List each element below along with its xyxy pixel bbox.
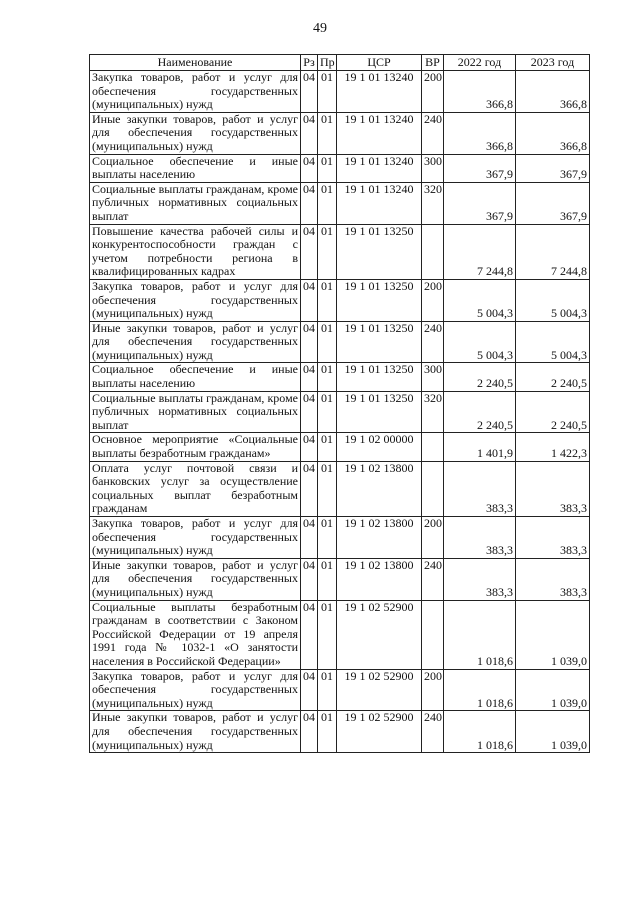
row-vr: 200 bbox=[422, 279, 444, 321]
row-amount-2022: 367,9 bbox=[444, 154, 516, 182]
row-amount-2022: 383,3 bbox=[444, 517, 516, 559]
row-name: Иные закупки товаров, работ и услуг для обеспечения государственных (муниципальных) нужд bbox=[90, 558, 301, 600]
row-csr: 19 1 02 13800 bbox=[337, 558, 422, 600]
row-rz: 04 bbox=[301, 711, 318, 753]
row-vr: 240 bbox=[422, 558, 444, 600]
row-rz: 04 bbox=[301, 363, 318, 391]
table-row bbox=[90, 433, 590, 461]
table-row bbox=[90, 224, 590, 279]
row-amount-2022: 1 018,6 bbox=[444, 669, 516, 711]
table-row bbox=[90, 154, 590, 182]
row-vr: 200 bbox=[422, 517, 444, 559]
table-row bbox=[90, 112, 590, 154]
header-2022: 2022 год bbox=[444, 55, 516, 71]
budget-table bbox=[89, 54, 590, 753]
header-name: Наименование bbox=[90, 55, 301, 71]
row-name: Иные закупки товаров, работ и услуг для обеспечения государственных (муниципальных) нужд bbox=[90, 112, 301, 154]
row-csr: 19 1 01 13240 bbox=[337, 112, 422, 154]
row-csr: 19 1 02 52900 bbox=[337, 669, 422, 711]
row-rz: 04 bbox=[301, 517, 318, 559]
row-amount-2023: 1 039,0 bbox=[516, 669, 590, 711]
row-amount-2023: 7 244,8 bbox=[516, 224, 590, 279]
row-name: Закупка товаров, работ и услуг для обеспечения государственных (муниципальных) нужд bbox=[90, 71, 301, 113]
row-csr: 19 1 01 13240 bbox=[337, 154, 422, 182]
row-vr bbox=[422, 433, 444, 461]
row-pr: 01 bbox=[318, 461, 337, 516]
row-vr: 320 bbox=[422, 391, 444, 433]
row-vr bbox=[422, 224, 444, 279]
row-csr: 19 1 01 13240 bbox=[337, 182, 422, 224]
row-name: Оплата услуг почтовой связи и банковских услуг за осуществление социальных выплат безработным гражданам bbox=[90, 461, 301, 516]
row-name: Основное мероприятие «Социальные выплаты безработным гражданам» bbox=[90, 433, 301, 461]
row-pr: 01 bbox=[318, 711, 337, 753]
row-amount-2023: 1 039,0 bbox=[516, 711, 590, 753]
row-name: Закупка товаров, работ и услуг для обеспечения государственных (муниципальных) нужд bbox=[90, 279, 301, 321]
header-rz: Рз bbox=[301, 55, 318, 71]
row-amount-2022: 2 240,5 bbox=[444, 391, 516, 433]
table-row bbox=[90, 363, 590, 391]
row-amount-2022: 7 244,8 bbox=[444, 224, 516, 279]
row-vr: 320 bbox=[422, 182, 444, 224]
row-pr: 01 bbox=[318, 433, 337, 461]
row-amount-2023: 367,9 bbox=[516, 182, 590, 224]
table-row bbox=[90, 461, 590, 516]
table-row bbox=[90, 517, 590, 559]
row-rz: 04 bbox=[301, 321, 318, 363]
row-vr: 300 bbox=[422, 154, 444, 182]
row-name: Социальные выплаты безработным гражданам в соответствии с Законом Российской Федерации от 19 апреля 1991 года № 1032-1 «О занятости населения в Российской Федерации» bbox=[90, 600, 301, 669]
table-row bbox=[90, 279, 590, 321]
row-name: Закупка товаров, работ и услуг для обеспечения государственных (муниципальных) нужд bbox=[90, 669, 301, 711]
row-csr: 19 1 01 13250 bbox=[337, 321, 422, 363]
table-row bbox=[90, 391, 590, 433]
row-name: Социальное обеспечение и иные выплаты населению bbox=[90, 363, 301, 391]
row-amount-2023: 367,9 bbox=[516, 154, 590, 182]
row-pr: 01 bbox=[318, 558, 337, 600]
row-amount-2022: 1 018,6 bbox=[444, 600, 516, 669]
row-rz: 04 bbox=[301, 433, 318, 461]
row-csr: 19 1 02 52900 bbox=[337, 600, 422, 669]
table-row bbox=[90, 558, 590, 600]
header-pr: Пр bbox=[318, 55, 337, 71]
row-vr: 240 bbox=[422, 112, 444, 154]
row-name: Повышение качества рабочей силы и конкурентоспособности граждан с учетом потребности региона в квалифицированных кадрах bbox=[90, 224, 301, 279]
row-csr: 19 1 01 13250 bbox=[337, 279, 422, 321]
row-vr: 300 bbox=[422, 363, 444, 391]
row-pr: 01 bbox=[318, 154, 337, 182]
table-row bbox=[90, 71, 590, 113]
row-csr: 19 1 01 13250 bbox=[337, 391, 422, 433]
table-row bbox=[90, 182, 590, 224]
row-amount-2022: 5 004,3 bbox=[444, 279, 516, 321]
row-amount-2022: 383,3 bbox=[444, 461, 516, 516]
row-amount-2023: 383,3 bbox=[516, 517, 590, 559]
row-csr: 19 1 02 13800 bbox=[337, 461, 422, 516]
header-2023: 2023 год bbox=[516, 55, 590, 71]
header-row bbox=[90, 55, 590, 71]
row-rz: 04 bbox=[301, 154, 318, 182]
row-csr: 19 1 02 13800 bbox=[337, 517, 422, 559]
row-csr: 19 1 01 13250 bbox=[337, 224, 422, 279]
row-csr: 19 1 01 13240 bbox=[337, 71, 422, 113]
row-name: Социальное обеспечение и иные выплаты населению bbox=[90, 154, 301, 182]
row-amount-2023: 366,8 bbox=[516, 71, 590, 113]
row-rz: 04 bbox=[301, 391, 318, 433]
row-amount-2023: 1 039,0 bbox=[516, 600, 590, 669]
row-rz: 04 bbox=[301, 71, 318, 113]
row-vr bbox=[422, 600, 444, 669]
row-amount-2022: 366,8 bbox=[444, 71, 516, 113]
row-amount-2022: 1 018,6 bbox=[444, 711, 516, 753]
row-amount-2023: 1 422,3 bbox=[516, 433, 590, 461]
row-name: Закупка товаров, работ и услуг для обеспечения государственных (муниципальных) нужд bbox=[90, 517, 301, 559]
row-vr: 200 bbox=[422, 669, 444, 711]
row-rz: 04 bbox=[301, 600, 318, 669]
row-amount-2023: 2 240,5 bbox=[516, 363, 590, 391]
row-csr: 19 1 02 00000 bbox=[337, 433, 422, 461]
row-pr: 01 bbox=[318, 321, 337, 363]
row-amount-2022: 383,3 bbox=[444, 558, 516, 600]
row-amount-2022: 366,8 bbox=[444, 112, 516, 154]
row-rz: 04 bbox=[301, 182, 318, 224]
row-amount-2022: 2 240,5 bbox=[444, 363, 516, 391]
row-pr: 01 bbox=[318, 71, 337, 113]
row-pr: 01 bbox=[318, 224, 337, 279]
row-rz: 04 bbox=[301, 112, 318, 154]
row-name: Иные закупки товаров, работ и услуг для обеспечения государственных (муниципальных) нужд bbox=[90, 711, 301, 753]
page-number: 49 bbox=[313, 21, 327, 36]
row-vr: 240 bbox=[422, 321, 444, 363]
row-pr: 01 bbox=[318, 669, 337, 711]
row-pr: 01 bbox=[318, 279, 337, 321]
header-csr: ЦСР bbox=[337, 55, 422, 71]
table-row bbox=[90, 321, 590, 363]
row-amount-2023: 383,3 bbox=[516, 461, 590, 516]
row-pr: 01 bbox=[318, 600, 337, 669]
row-vr: 240 bbox=[422, 711, 444, 753]
row-amount-2022: 5 004,3 bbox=[444, 321, 516, 363]
row-rz: 04 bbox=[301, 558, 318, 600]
row-amount-2023: 2 240,5 bbox=[516, 391, 590, 433]
row-rz: 04 bbox=[301, 279, 318, 321]
row-name: Социальные выплаты гражданам, кроме публичных нормативных социальных выплат bbox=[90, 391, 301, 433]
row-csr: 19 1 01 13250 bbox=[337, 363, 422, 391]
header-vr: ВР bbox=[422, 55, 444, 71]
row-name: Иные закупки товаров, работ и услуг для обеспечения государственных (муниципальных) нужд bbox=[90, 321, 301, 363]
row-vr: 200 bbox=[422, 71, 444, 113]
row-pr: 01 bbox=[318, 391, 337, 433]
row-rz: 04 bbox=[301, 461, 318, 516]
row-vr bbox=[422, 461, 444, 516]
row-pr: 01 bbox=[318, 182, 337, 224]
row-amount-2023: 366,8 bbox=[516, 112, 590, 154]
row-csr: 19 1 02 52900 bbox=[337, 711, 422, 753]
row-pr: 01 bbox=[318, 363, 337, 391]
row-pr: 01 bbox=[318, 112, 337, 154]
table-row bbox=[90, 600, 590, 669]
row-name: Социальные выплаты гражданам, кроме публичных нормативных социальных выплат bbox=[90, 182, 301, 224]
table-row bbox=[90, 669, 590, 711]
row-pr: 01 bbox=[318, 517, 337, 559]
row-amount-2022: 1 401,9 bbox=[444, 433, 516, 461]
table-row bbox=[90, 711, 590, 753]
row-amount-2023: 383,3 bbox=[516, 558, 590, 600]
row-amount-2023: 5 004,3 bbox=[516, 321, 590, 363]
row-rz: 04 bbox=[301, 669, 318, 711]
row-amount-2023: 5 004,3 bbox=[516, 279, 590, 321]
row-rz: 04 bbox=[301, 224, 318, 279]
row-amount-2022: 367,9 bbox=[444, 182, 516, 224]
